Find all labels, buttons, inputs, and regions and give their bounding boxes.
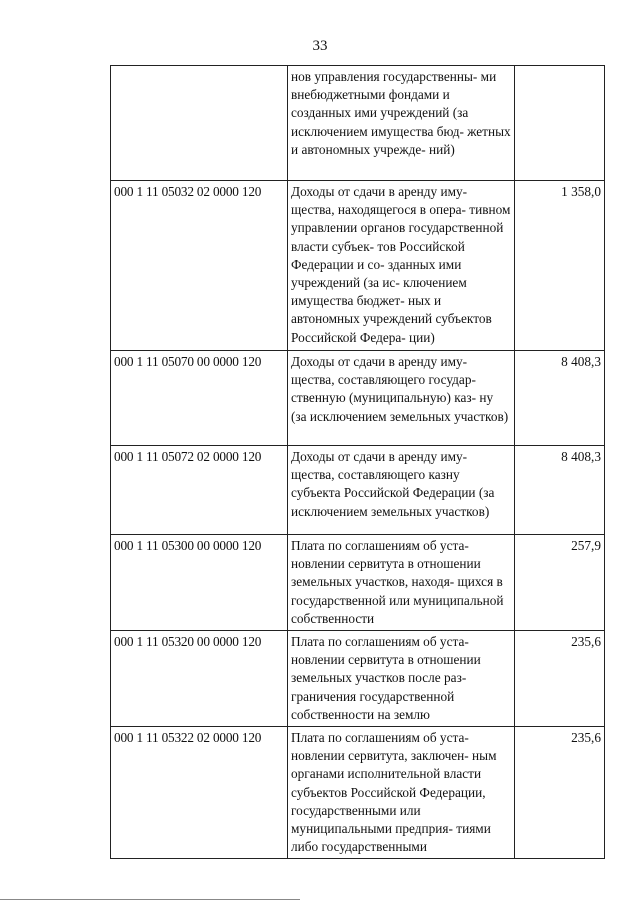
revenue-name-cell: Доходы от сдачи в аренду иму- щества, составляющего казну субъекта Российской Федерации (за исключением земельных участков) <box>288 446 515 535</box>
budget-code-cell: 000 1 11 05300 00 0000 120 <box>111 535 288 631</box>
page-number: 33 <box>312 38 328 54</box>
table-row <box>111 446 605 535</box>
amount-cell: 8 408,3 <box>515 351 605 446</box>
table-row <box>111 351 605 446</box>
footer-rule <box>0 899 300 900</box>
amount-cell: 1 358,0 <box>515 181 605 351</box>
table-row <box>111 631 605 727</box>
table-row <box>111 535 605 631</box>
revenue-name-cell: Плата по соглашениям об уста- новлении сервитута, заключен- ным органами исполнительной власти субъектов Российской Федерации, государственными или муниципальными предприя- тиями либо государственными <box>288 727 515 859</box>
revenue-name-cell: Плата по соглашениям об уста- новлении сервитута в отношении земельных участков, находя- щихся в государственной или муниципальной собственности <box>288 535 515 631</box>
amount-cell: 235,6 <box>515 727 605 859</box>
budget-code-cell: 000 1 11 05072 02 0000 120 <box>111 446 288 535</box>
budget-code-cell <box>111 66 288 181</box>
amount-cell: 257,9 <box>515 535 605 631</box>
table-row <box>111 727 605 859</box>
table-row <box>111 181 605 351</box>
table-row <box>111 66 605 181</box>
amount-cell <box>515 66 605 181</box>
revenue-name-cell: Плата по соглашениям об уста- новлении сервитута в отношении земельных участков после раз- граничения государственной собственности на землю <box>288 631 515 727</box>
revenue-name-cell: Доходы от сдачи в аренду иму- щества, находящегося в опера- тивном управлении органов государственной власти субъек- тов Российской Федерации и со- зданных ими учреждений (за ис- ключением имущества бюджет- ных и автономных учреждений субъектов Российской Федера- ции) <box>288 181 515 351</box>
revenue-name-cell: Доходы от сдачи в аренду иму- щества, составляющего государ- ственную (муниципальную) каз- ну (за исключением земельных участков) <box>288 351 515 446</box>
budget-revenue-table <box>110 65 605 859</box>
budget-code-cell: 000 1 11 05032 02 0000 120 <box>111 181 288 351</box>
amount-cell: 235,6 <box>515 631 605 727</box>
budget-code-cell: 000 1 11 05320 00 0000 120 <box>111 631 288 727</box>
amount-cell: 8 408,3 <box>515 446 605 535</box>
revenue-name-cell: нов управления государственны- ми внебюджетными фондами и созданных ими учреждений (за исключением имущества бюд- жетных и автономных учрежде- ний) <box>288 66 515 181</box>
budget-code-cell: 000 1 11 05070 00 0000 120 <box>111 351 288 446</box>
budget-code-cell: 000 1 11 05322 02 0000 120 <box>111 727 288 859</box>
